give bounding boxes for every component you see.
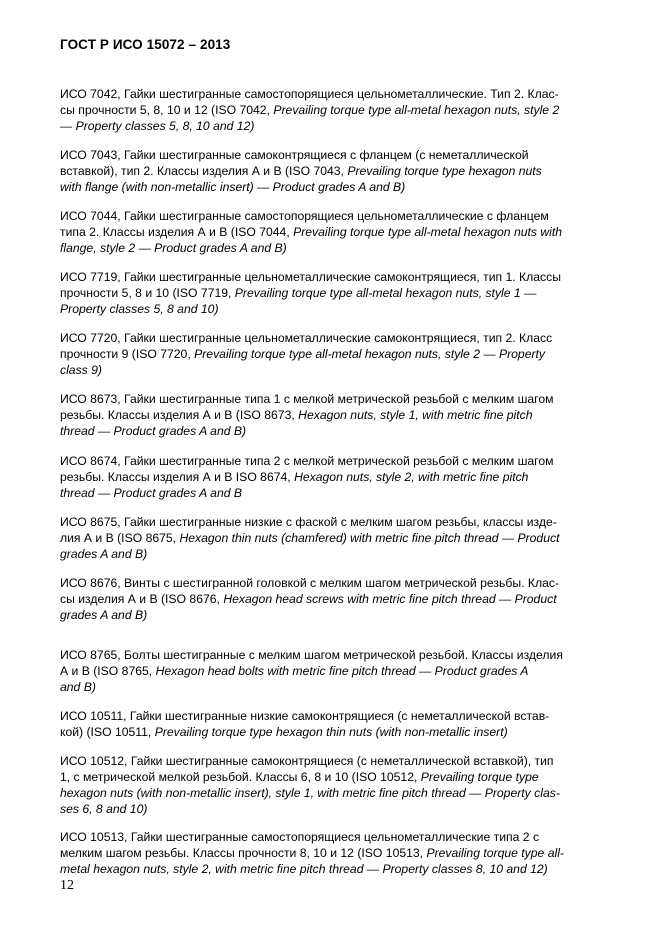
entry-line: grades A and B) <box>60 547 148 561</box>
entry-line: типа 2. Классы изделия А и В (ISO 7044, Prevailing torque type all-metal hexagon nuts with <box>60 225 563 239</box>
entry-line: with flange (with non-metallic insert) — Product grades A and B) <box>60 180 406 194</box>
entry-line: ИСО 7720, Гайки шестигранные цельнометаллические самоконтрящиеся, тип 2. Класс <box>60 331 553 345</box>
entry-line: class 9) <box>60 363 102 377</box>
reference-entry <box>60 86 620 134</box>
entry-line: ИСО 10512, Гайки шестигранные самоконтрящиеся (с неметаллической вставкой), тип <box>60 754 554 768</box>
entry-line: резьбы. Классы изделия А и В (ISO 8673, Hexagon nuts, style 1, with metric fine pitch <box>60 408 533 422</box>
reference-entry <box>60 269 620 317</box>
entry-line: ИСО 7719, Гайки шестигранные цельнометаллические самоконтрящиеся, тип 1. Классы <box>60 270 561 284</box>
entry-line: flange, style 2 — Product grades A and B) <box>60 241 287 255</box>
entry-line: ИСО 8676, Винты с шестигранной головкой с мелким шагом метрической резьбы. Клас- <box>60 576 560 590</box>
entry-line: вставкой), тип 2. Классы изделия А и В (ISO 7043, Prevailing torque type hexagon nuts <box>60 164 542 178</box>
reference-entry <box>60 453 620 501</box>
entry-line: Property classes 5, 8 and 10) <box>60 302 219 316</box>
reference-entry <box>60 575 620 623</box>
reference-entry <box>60 147 620 195</box>
entry-line: ИСО 10513, Гайки шестигранные самостопорящиеся цельнометаллические типа 2 с <box>60 830 540 844</box>
entry-line: ИСО 8765, Болты шестигранные с мелким шагом метрической резьбой. Классы изделия <box>60 648 563 662</box>
entry-line: резьбы. Классы изделия А и В ISO 8674, Hexagon nuts, style 2, with metric fine pitch <box>60 470 529 484</box>
reference-entry <box>60 647 620 695</box>
reference-entry <box>60 753 620 817</box>
entry-line: and B) <box>60 680 96 694</box>
entry-line: 1, с метрической мелкой резьбой. Классы 6, 8 и 10 (ISO 10512, Prevailing torque type <box>60 770 539 784</box>
entry-line: — Property classes 5, 8, 10 and 12) <box>60 119 255 133</box>
entry-line: thread — Product grades A and B) <box>60 424 247 438</box>
entry-line: thread — Product grades A and B <box>60 486 243 500</box>
entry-line: прочности 5, 8 и 10 (ISO 7719, Prevailing torque type all-metal hexagon nuts, style 1 — <box>60 286 537 300</box>
entry-line: ИСО 7042, Гайки шестигранные самостопорящиеся цельнометаллические. Тип 2. Клас- <box>60 87 559 101</box>
entry-line: лия А и В (ISO 8675, Hexagon thin nuts (chamfered) with metric fine pitch thread — Product <box>60 531 560 545</box>
entry-line: ses 6, 8 and 10) <box>60 802 148 816</box>
entry-line: А и В (ISO 8765, Hexagon head bolts with metric fine pitch thread — Product grades A <box>60 664 529 678</box>
entry-line: мелким шагом резьбы. Классы прочности 8, 10 и 12 (ISO 10513, Prevailing torque type all- <box>60 846 564 860</box>
entry-line: кой) (ISO 10511, Prevailing torque type hexagon thin nuts (with non-metallic insert) <box>60 725 508 739</box>
entry-line: hexagon nuts (with non-metallic insert), style 1, with metric fine pitch thread — Property clas- <box>60 786 560 800</box>
entry-line: ИСО 8675, Гайки шестигранные низкие с фаской с мелким шагом резьбы, классы изде- <box>60 515 557 529</box>
reference-entry <box>60 208 620 256</box>
entry-line: ИСО 7043, Гайки шестигранные самоконтрящиеся с фланцем (с неметаллической <box>60 148 529 162</box>
entry-line: сы прочности 5, 8, 10 и 12 (ISO 7042, Prevailing torque type all-metal hexagon nuts, style 2 <box>60 103 560 117</box>
document-header: ГОСТ Р ИСО 15072 – 2013 <box>60 37 231 52</box>
reference-entry <box>60 330 620 378</box>
entry-line: ИСО 10511, Гайки шестигранные низкие самоконтрящиеся (с неметаллической встав- <box>60 709 550 723</box>
entry-line: сы изделия А и В (ISO 8676, Hexagon head screws with metric fine pitch thread — Product <box>60 592 557 606</box>
entry-line: ИСО 8673, Гайки шестигранные типа 1 с мелкой метрической резьбой с мелким шагом <box>60 392 554 406</box>
reference-entry <box>60 514 620 562</box>
reference-entry <box>60 829 620 877</box>
reference-entry <box>60 391 620 439</box>
entry-line: metal hexagon nuts, style 2, with metric fine pitch thread — Property classes 8, 10 and 12) <box>60 862 548 876</box>
page-number: 12 <box>60 878 74 893</box>
entry-line: ИСО 7044, Гайки шестигранные самостопорящиеся цельнометаллические с фланцем <box>60 209 549 223</box>
entry-line: ИСО 8674, Гайки шестигранные типа 2 с мелкой метрической резьбой с мелким шагом <box>60 454 554 468</box>
reference-entry <box>60 708 620 740</box>
entry-line: grades A and B) <box>60 608 148 622</box>
entry-line: прочности 9 (ISO 7720, Prevailing torque type all-metal hexagon nuts, style 2 — Property <box>60 347 546 361</box>
